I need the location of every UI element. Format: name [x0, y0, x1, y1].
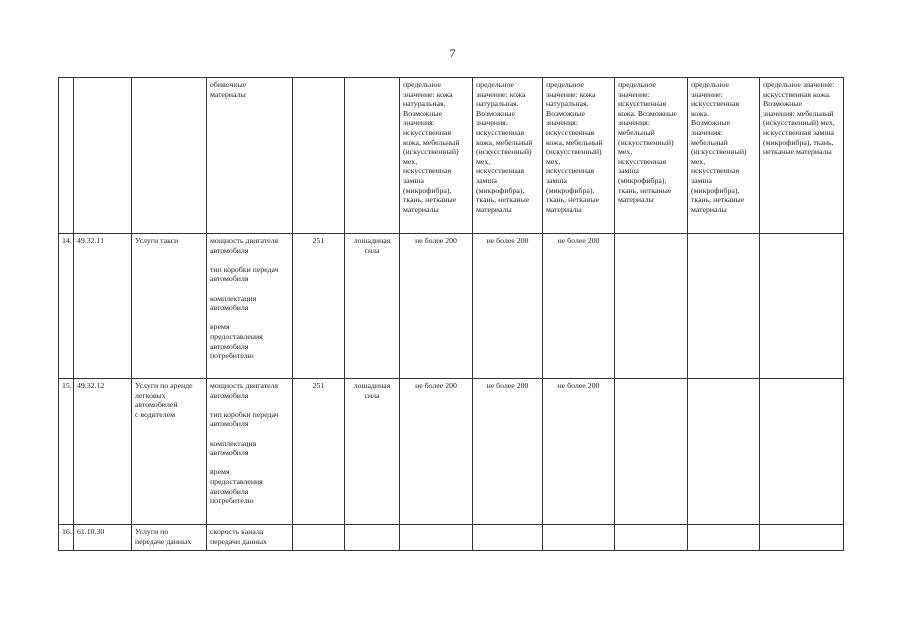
row-number-cell — [59, 234, 74, 379]
name-cell — [132, 234, 207, 379]
code-cell — [74, 525, 132, 551]
unit-name-cell — [345, 78, 400, 234]
row-number-cell — [59, 78, 74, 234]
unit-code-cell-text: 251 — [312, 236, 325, 245]
characteristics-cell — [207, 379, 293, 525]
value-cell — [400, 379, 473, 525]
value-cell-text: предельное значение: кожа натуральная. Возможные значения: искусственная кожа, мебельный (искусственный) мех, искусственная замша (микрофибра), ткань, нетканые материалы — [476, 80, 533, 214]
value-cell-text: не более 200 — [415, 381, 457, 390]
characteristic-item: тип коробки передач автомобиля — [210, 409, 279, 429]
value-cell — [473, 379, 543, 525]
unit-name-cell-text: лошадиная сила — [353, 236, 391, 255]
characteristic-item: скорость канала передачи данных — [210, 527, 267, 546]
value-cell-text: не более 200 — [415, 236, 457, 245]
value-cell — [543, 525, 615, 551]
table-row — [59, 234, 844, 379]
value-cell — [615, 234, 688, 379]
row-number-cell-text: 16. — [62, 527, 72, 536]
value-cell-text: предельное значение: искусственная кожа. Возможные значения: мебельный (искусственный) мех, искусственная замша (микрофибра), ткань, нетканые материалы — [691, 80, 747, 214]
unit-code-cell — [293, 78, 345, 234]
value-cell — [688, 525, 760, 551]
value-cell-text: не более 200 — [557, 381, 600, 390]
row-number-cell-text: 15. — [62, 381, 72, 390]
value-cell-text: не более 200 — [486, 381, 529, 390]
value-cell — [760, 234, 844, 379]
row-number-cell — [59, 379, 74, 525]
value-cell-text: не более 200 — [486, 236, 529, 245]
characteristics-cell — [207, 525, 293, 551]
code-cell-text: 49.32.11 — [77, 236, 104, 245]
value-cell-text: предельное значение: искусственная кожа. Возможные значения: мебельный (искусственный) мех, искусственная замша (микрофибра), ткань, нетканые материалы — [618, 80, 677, 205]
value-cell — [760, 78, 844, 234]
unit-code-cell — [293, 525, 345, 551]
unit-code-cell — [293, 379, 345, 525]
value-cell — [543, 234, 615, 379]
characteristic-item: тип коробки передач автомобиля — [210, 264, 279, 284]
characteristic-item: комплектация автомобиля — [210, 438, 257, 458]
page-number: 7 — [449, 46, 456, 60]
value-cell — [473, 78, 543, 234]
unit-name-cell-text: лошадиная сила — [353, 381, 391, 400]
value-cell — [400, 234, 473, 379]
value-cell — [543, 78, 615, 234]
value-cell — [760, 379, 844, 525]
value-cell — [615, 379, 688, 525]
characteristics-cell — [207, 234, 293, 379]
value-cell-text: предельное значение: искусственная кожа. Возможные значения: мебельный (искусственный) мех, искусственная замша (микрофибра), ткань, нетканые материалы — [763, 80, 835, 157]
name-cell-text: Услуги по аренде легковых автомобилей с водителем — [135, 381, 193, 419]
code-cell-text: 49.32.12 — [77, 381, 105, 390]
name-cell — [132, 525, 207, 551]
table-row — [59, 525, 844, 551]
unit-name-cell — [345, 379, 400, 525]
table-row — [59, 379, 844, 525]
value-cell — [400, 78, 473, 234]
value-cell-text: предельное значение: кожа натуральная. Возможные значения: искусственная кожа, мебельный (искусственный) мех, искусственная замша (микрофибра), ткань, нетканые материалы — [403, 80, 460, 214]
characteristic-item: время предоставления автомобиля потребителю — [210, 322, 263, 361]
value-cell — [760, 525, 844, 551]
value-cell-text: не более 200 — [557, 236, 600, 245]
name-cell — [132, 78, 207, 234]
characteristics-cell — [207, 78, 293, 234]
code-cell — [74, 379, 132, 525]
characteristic-item: время предоставления автомобиля потребителю — [210, 467, 263, 506]
name-cell-text: Услуги по передаче данных — [135, 527, 192, 546]
code-cell — [74, 78, 132, 234]
code-cell — [74, 234, 132, 379]
table-row — [59, 78, 844, 234]
value-cell — [400, 525, 473, 551]
unit-name-cell — [345, 234, 400, 379]
row-number-cell — [59, 525, 74, 551]
characteristic-item: обивочные материалы — [210, 80, 247, 99]
characteristic-item: мощность двигателя автомобиля — [210, 381, 279, 400]
value-cell — [615, 525, 688, 551]
unit-code-cell — [293, 234, 345, 379]
value-cell — [473, 525, 543, 551]
code-cell-text: 61.10.30 — [77, 527, 105, 536]
value-cell — [688, 78, 760, 234]
name-cell — [132, 379, 207, 525]
row-number-cell-text: 14. — [62, 236, 72, 245]
value-cell — [615, 78, 688, 234]
unit-name-cell — [345, 525, 400, 551]
name-cell-text: Услуги такси — [135, 236, 179, 245]
value-cell-text: предельное значение: кожа натуральная. Возможные значения: искусственная кожа, мебельный (искусственный) мех, искусственная замша (микрофибра), ткань, нетканые материалы — [546, 80, 603, 214]
characteristic-item: мощность двигателя автомобиля — [210, 236, 279, 255]
value-cell — [688, 379, 760, 525]
value-cell — [543, 379, 615, 525]
value-cell — [473, 234, 543, 379]
unit-code-cell-text: 251 — [312, 381, 325, 390]
value-cell — [688, 234, 760, 379]
characteristic-item: комплектация автомобиля — [210, 293, 257, 313]
specification-table — [58, 77, 844, 551]
